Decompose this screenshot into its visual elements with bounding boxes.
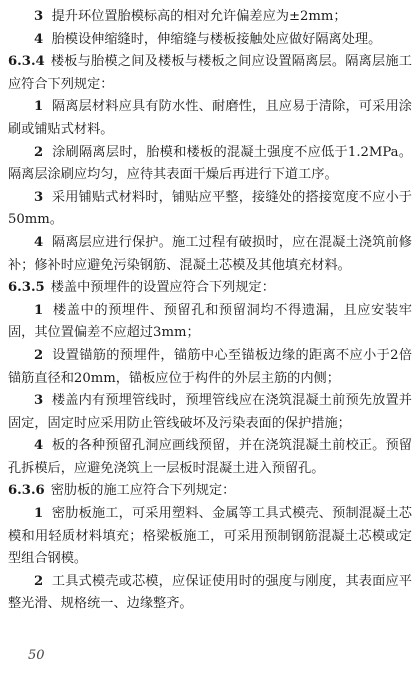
section-number: 6.3.6 [8,483,45,499]
item-text: 胎模设伸缩缝时，伸缩缝与楼板接触处应做好隔离处理。 [51,31,382,47]
item-number: 1 [34,99,44,115]
section-number: 6.3.5 [8,280,45,296]
item-text: 楼盖中的预埋件、预留孔和预留洞均不得遗漏，且应安装牢固，其位置偏差不应超过3mm； [8,302,412,341]
item-text: 楼盖内有预埋管线时，预埋管线应在浇筑混凝土前预先放置并固定，固定时应采用防止管线破坏及污染表面的保护措施； [8,393,412,431]
section-text: 密肋板的施工应符合下列规定： [50,483,236,499]
item-number: 4 [34,438,44,454]
list-item [8,29,412,52]
list-item [8,345,412,390]
section-number: 6.3.4 [8,54,45,70]
page-number: 50 [28,648,45,663]
section-text: 楼盖中预埋件的设置应符合下列规定： [50,280,275,296]
list-item [8,390,412,435]
item-number: 2 [34,144,44,160]
item-text: 设置锚筋的预埋件，锚筋中心至锚板边缘的距离不应小于2倍锚筋直径和20mm，锚板应位于构件的外层主筋的内侧； [8,347,412,386]
item-number: 2 [34,347,44,363]
item-text: 密肋板施工，可采用塑料、金属等工具式模壳、预制混凝土芯模和用轻质材料填充；格梁板施工，可采用预制钢筋混凝土芯模或定型组合钢模。 [8,506,412,567]
item-text: 工具式模壳或芯模，应保证使用时的强度与刚度，其表面应平整光滑、规格统一、边缘整齐。 [8,573,412,612]
text-body [8,6,412,616]
list-item [8,6,412,29]
item-number: 1 [34,506,44,522]
item-text: 提升环位置胎模标高的相对允许偏差应为±2mm； [51,9,347,24]
item-number: 3 [34,189,44,205]
item-number: 2 [34,573,44,589]
list-item [8,503,412,571]
list-item [8,435,412,480]
section-text: 楼板与胎模之间及楼板与楼板之间应设置隔离层。隔离层施工应符合下列规定： [8,54,412,92]
list-item [8,187,412,232]
item-text: 采用铺贴式材料时，铺贴应平整，接缝处的搭接宽度不应小于50mm。 [8,189,412,228]
list-item [8,142,412,187]
section-clause [8,51,412,96]
item-number: 4 [34,31,44,47]
item-number: 3 [34,393,44,409]
item-text: 隔离层材料应具有防水性、耐磨性，且应易于清除，可采用涂刷或铺贴式材料。 [8,99,412,137]
list-item [8,232,412,277]
section-clause [8,480,412,503]
list-item [8,300,412,345]
item-text: 隔离层应进行保护。施工过程有破损时，应在混凝土浇筑前修补；修补时应避免污染钢筋、混凝土芯模及其他填充材料。 [8,234,412,273]
item-text: 板的各种预留孔洞应画线预留，并在浇筑混凝土前校正。预留孔拆模后，应避免浇筑上一层板时混凝土进入预留孔。 [8,438,412,476]
item-text: 涂刷隔离层时，胎模和楼板的混凝土强度不应低于1.2MPa。隔离层涂刷应均匀，应待其表面干燥后再进行下道工序。 [8,144,412,183]
item-number: 1 [34,302,44,318]
item-number: 4 [34,234,44,250]
list-item [8,571,412,616]
section-clause [8,277,412,300]
item-number: 3 [34,9,44,24]
list-item [8,96,412,141]
